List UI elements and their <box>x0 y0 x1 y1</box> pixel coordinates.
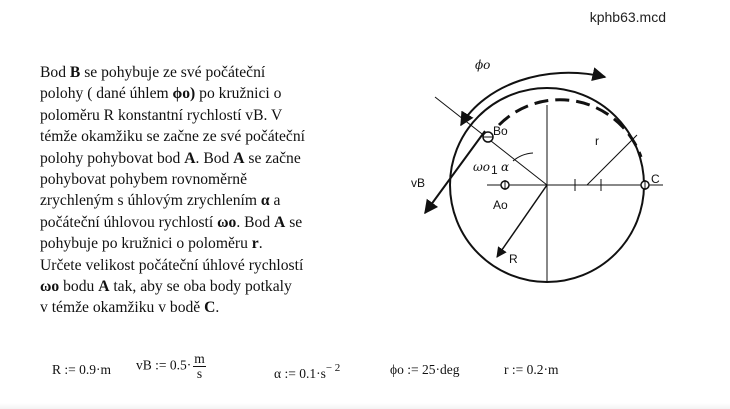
bold-term: A <box>233 149 245 167</box>
label-vb: vB <box>411 176 426 190</box>
text-run: Bod <box>40 64 70 81</box>
label-big-r: R <box>509 252 518 266</box>
text-run: bodu <box>59 278 99 296</box>
bold-term: ωo <box>40 278 60 296</box>
label-c: C <box>651 172 660 186</box>
bold-term: C <box>204 299 216 317</box>
var-phi0: ϕo := 25·deg <box>390 362 460 377</box>
text-run: poloměru R konstantní rychlostí vB. V <box>40 106 283 124</box>
scan-edge-shadow <box>0 403 730 409</box>
bold-term: ϕo) <box>172 85 196 103</box>
bold-term: ωo <box>217 213 237 231</box>
label-alpha: α <box>501 160 510 174</box>
text-run: se <box>285 213 303 231</box>
problem-line <box>40 62 376 83</box>
problem-line <box>40 83 376 104</box>
problem-statement <box>40 62 376 319</box>
text-run: polohy pohybovat bod <box>40 149 185 167</box>
problem-line <box>40 233 376 254</box>
dashed-arc <box>499 100 641 157</box>
text-run: zrychleným s úhlovým zrychlením <box>40 192 261 210</box>
label-one: 1 <box>491 163 498 177</box>
bold-term: A <box>184 149 196 167</box>
text-run: se pohybuje ze své počáteční <box>80 64 266 81</box>
text-run: počáteční úhlovou rychlostí <box>40 213 218 231</box>
label-omega0: ωo <box>473 160 491 174</box>
label-r: r <box>595 134 599 148</box>
phi0-arrow <box>461 73 605 125</box>
problem-line <box>40 148 376 169</box>
label-b0: Bo <box>493 124 508 138</box>
text-run: Určete velikost počáteční úhlové rychlostí <box>40 256 304 274</box>
text-run: pohybuje po kružnici o poloměru <box>40 235 252 253</box>
var-alpha: α := $0.1\cdot s^{- 2}$ <box>274 362 341 381</box>
kinematics-diagram <box>405 45 670 285</box>
bold-term: B <box>69 64 81 81</box>
text-run: . Bod <box>195 149 234 167</box>
var-r: r := 0.2·m <box>504 362 559 377</box>
bold-term: A <box>274 213 286 231</box>
var-R: R := 0.9·m <box>52 362 112 377</box>
text-run: . Bod <box>236 213 275 231</box>
bold-term: A <box>98 278 110 296</box>
var-vB: vB := 0.5· $\frac{m}{s}$ <box>136 351 205 381</box>
text-run: v témže okamžiku v bodě <box>40 299 205 317</box>
text-run: polohy ( dané úhlem <box>40 85 173 103</box>
text-run: po kružnici o <box>195 85 282 103</box>
text-run: . <box>215 299 220 317</box>
r-arrow <box>497 185 547 257</box>
text-run: tak, aby se oba body potkaly <box>109 278 292 296</box>
bold-term: r <box>251 235 259 253</box>
text-run: se začne <box>244 149 301 167</box>
problem-line <box>40 297 376 318</box>
text-run: pohybovat pohybem rovnoměrně <box>40 171 248 189</box>
text-run: témže okamžiku se začne ze své počáteční <box>40 128 305 146</box>
text-run: . <box>258 235 263 253</box>
problem-line <box>40 126 376 147</box>
vb-fraction: $\frac{m}{s}$ <box>194 351 205 381</box>
text-run: a <box>269 192 281 210</box>
problem-line <box>40 276 376 297</box>
problem-line <box>40 105 376 126</box>
problem-line <box>40 169 376 190</box>
file-name: kphb63.mcd <box>589 9 666 25</box>
label-a0: Ao <box>493 198 508 212</box>
problem-line <box>40 190 376 211</box>
label-phi0: ϕo <box>475 58 491 72</box>
variable-definitions <box>52 352 612 402</box>
alpha-arc <box>513 153 533 161</box>
problem-line <box>40 212 376 233</box>
bold-term: α <box>260 192 270 210</box>
problem-line <box>40 255 376 276</box>
